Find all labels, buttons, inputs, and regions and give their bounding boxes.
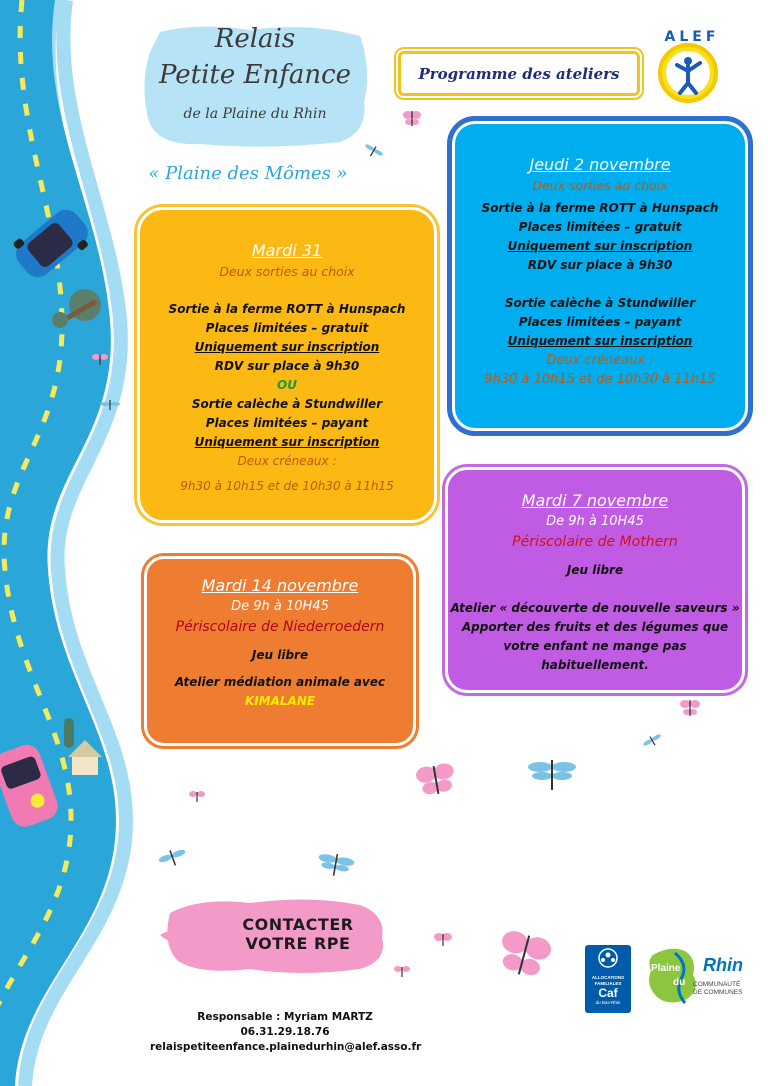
card-title: Mardi 31 xyxy=(251,241,323,260)
card-slots-label: Deux créneaux : xyxy=(237,454,337,468)
cc-word3: Rhin xyxy=(703,955,743,975)
cc-plaine-du-rhin-logo xyxy=(645,945,755,1015)
alef-logo xyxy=(644,29,740,105)
butterfly-icon xyxy=(189,791,205,802)
cc-sub2: DE COMMUNES xyxy=(693,989,743,996)
card-line: Places limitées – payant xyxy=(205,416,369,430)
title-line-1: Relais xyxy=(214,24,296,54)
contact-phone: 06.31.29.18.76 xyxy=(240,1026,330,1038)
card-time: De 9h à 10H45 xyxy=(231,599,329,614)
subtitle: « Plaine des Mômes » xyxy=(148,163,348,184)
card-line-underlined: Uniquement sur inscription xyxy=(507,334,693,348)
dragonfly-icon xyxy=(641,732,663,751)
card-line: Sortie calèche à Stundwiller xyxy=(504,296,696,310)
cc-word1: Plaine xyxy=(651,963,681,974)
card-title: Mardi 7 novembre xyxy=(521,491,669,510)
title-line-2: Petite Enfance xyxy=(158,60,352,90)
card-place: Périscolaire de Mothern xyxy=(512,534,678,550)
dragonfly-icon xyxy=(157,846,189,871)
contact-info xyxy=(150,1010,420,1055)
caf-line3: Caf xyxy=(598,986,618,1000)
card-line: Places limitées – payant xyxy=(518,315,682,329)
card-line-highlight: KIMALANE xyxy=(244,694,316,708)
alef-logo-text: ALEF xyxy=(664,29,720,45)
cc-word2: du xyxy=(673,977,686,988)
program-label-box xyxy=(398,51,640,96)
caf-emblem-icon xyxy=(585,945,631,971)
card-mardi-14-novembre xyxy=(144,556,416,746)
dragonfly-icon xyxy=(316,851,355,879)
road-illustration xyxy=(0,0,135,1086)
card-subtitle: Deux sorties au choix xyxy=(219,264,355,279)
card-line: votre enfant ne mange pas habituellement. xyxy=(503,639,687,672)
title-line-3: de la Plaine du Rhin xyxy=(183,106,327,122)
card-line-underlined: Uniquement sur inscription xyxy=(194,435,380,449)
card-subtitle: Deux sorties au choix xyxy=(532,178,668,193)
card-line: RDV sur place à 9h30 xyxy=(214,359,360,373)
contact-title-line2: VOTRE RPE xyxy=(245,934,351,953)
cc-sub1: COMMUNAUTÉ xyxy=(693,981,741,988)
card-line: Sortie à la ferme ROTT à Hunspach xyxy=(481,201,719,215)
card-line: Atelier « découverte de nouvelle saveurs » xyxy=(450,601,740,615)
card-or: OU xyxy=(277,378,297,392)
card-line: Apporter des fruits et des légumes que xyxy=(461,620,729,634)
butterfly-icon xyxy=(434,933,452,946)
card-jeudi-2-novembre xyxy=(447,116,753,436)
card-mardi-7-novembre xyxy=(445,467,745,693)
card-line: Sortie à la ferme ROTT à Hunspach xyxy=(168,302,406,316)
card-mardi-31 xyxy=(137,207,437,523)
butterfly-icon xyxy=(495,928,554,981)
caf-line4: du Bas-Rhin xyxy=(595,1000,621,1005)
card-line-underlined: Uniquement sur inscription xyxy=(194,340,380,354)
contact-responsable: Responsable : Myriam MARTZ xyxy=(197,1011,373,1023)
card-line: Jeu libre xyxy=(251,648,309,662)
contact-email[interactable]: relaispetiteenfance.plainedurhin@alef.asso.fr xyxy=(150,1041,422,1053)
caf-line1: ALLOCATIONS xyxy=(591,975,625,980)
dragonfly-icon xyxy=(528,760,576,790)
card-line: Jeu libre xyxy=(566,563,624,577)
card-line: Atelier médiation animale avec xyxy=(174,675,386,689)
card-title: Jeudi 2 novembre xyxy=(529,155,671,174)
card-line-underlined: Uniquement sur inscription xyxy=(507,239,693,253)
card-slots-label: Deux créneaux : xyxy=(546,353,654,368)
card-line: Places limitées – gratuit xyxy=(205,321,369,335)
caf-line2: FAMILIALES xyxy=(594,981,622,986)
card-title: Mardi 14 novembre xyxy=(201,576,359,595)
card-line: Places limitées – gratuit xyxy=(518,220,682,234)
butterfly-icon xyxy=(415,762,457,797)
card-slots: 9h30 à 10h15 et de 10h30 à 11h15 xyxy=(180,479,394,493)
program-label: Programme des ateliers xyxy=(418,64,620,83)
contact-title xyxy=(228,915,368,953)
butterfly-icon xyxy=(403,111,421,126)
butterfly-icon xyxy=(680,700,700,716)
caf-logo xyxy=(585,945,631,1013)
butterfly-icon xyxy=(394,966,410,977)
contact-title-line1: CONTACTER xyxy=(242,915,354,934)
cc-shape-icon xyxy=(645,945,705,1007)
card-line: RDV sur place à 9h30 xyxy=(527,258,673,272)
card-slots: 9h30 à 10h15 et de 10h30 à 11h15 xyxy=(484,372,716,387)
card-time: De 9h à 10H45 xyxy=(546,514,644,529)
card-place: Périscolaire de Niederroedern xyxy=(175,619,385,635)
card-line: Sortie calèche à Stundwiller xyxy=(191,397,383,411)
